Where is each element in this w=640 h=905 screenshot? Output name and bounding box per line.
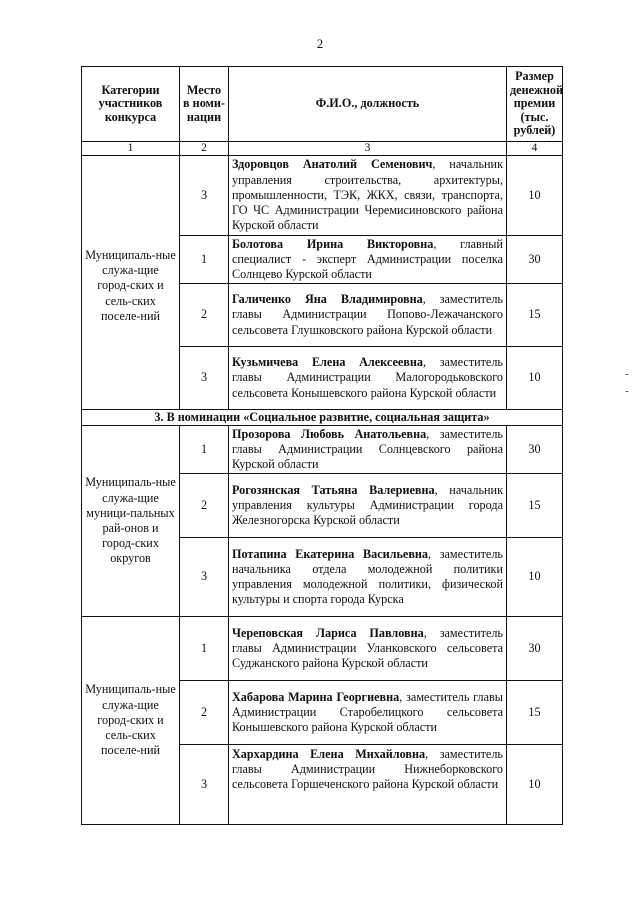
person-position: , заместитель главы Администрации Уланковского сельсовета Суджанского района Курской области (232, 625, 503, 671)
place-cell: 2 (180, 474, 229, 538)
person-name: Череповская Лариса Павловна (232, 625, 424, 640)
section-row (82, 410, 563, 426)
prize-cell: 10 (507, 538, 563, 617)
person-position: , заместитель главы Администрации Малогородьковского сельсовета Конышевского района Курской области (232, 355, 503, 400)
prize-cell: 30 (507, 426, 563, 474)
place-cell: 1 (180, 617, 229, 681)
person-cell (229, 284, 507, 347)
header-place: Место в номи-нации (180, 67, 229, 142)
prize-cell: 15 (507, 474, 563, 538)
margin-mark: - (625, 368, 629, 380)
person-name: Хархардина Елена Михайловна (232, 747, 426, 761)
place-cell: 2 (180, 284, 229, 347)
prize-cell: 10 (507, 347, 563, 410)
prize-cell: 10 (507, 745, 563, 825)
place-cell: 3 (180, 745, 229, 825)
awards-table (81, 66, 563, 825)
person-position: , главный специалист - эксперт Администрации поселка Солнцево Курской области (232, 236, 503, 282)
header-category: Категории участников конкурса (82, 67, 180, 142)
person-cell (229, 426, 507, 474)
person-cell (229, 538, 507, 617)
header-prize: Размер денежной премии (тыс. рублей) (507, 67, 563, 142)
place-cell: 3 (180, 347, 229, 410)
header-name: Ф.И.О., должность (229, 67, 507, 142)
person-name: Потапина Екатерина Васильевна (232, 546, 429, 561)
person-cell (229, 236, 507, 284)
category-cell: Муниципаль-ные служа-щие город-ских и сель-ских поселе-ний (82, 617, 180, 825)
prize-cell: 30 (507, 617, 563, 681)
section-title: 3. В номинации «Социальное развитие, социальная защита» (82, 410, 563, 426)
person-position: , заместитель главы Администрации Нижнеборковского сельсовета Горшеченского района Курской области (232, 747, 503, 792)
person-name: Галиченко Яна Владимировна (232, 292, 423, 307)
column-number: 2 (180, 142, 229, 156)
person-position: , заместитель главы Администрации Попово-Лежачанского сельсовета Глушковского района Курской области (232, 292, 503, 337)
table-row (82, 617, 563, 681)
place-cell: 1 (180, 426, 229, 474)
person-name: Здоровцов Анатолий Семенович (232, 157, 433, 172)
column-number: 4 (507, 142, 563, 156)
margin-mark: - (625, 385, 629, 397)
category-cell: Муниципаль-ные служа-щие город-ских и сель-ских поселе-ний (82, 156, 180, 410)
person-name: Прозорова Любовь Анатольевна (232, 426, 427, 441)
place-cell: 3 (180, 156, 229, 236)
table-row (82, 426, 563, 474)
person-name: Рогозянская Татьяна Валериевна (232, 482, 435, 497)
place-cell: 3 (180, 538, 229, 617)
person-position: , начальник управления культуры Администрации города Железногорска Курской области (232, 482, 503, 528)
person-name: Хабарова Марина Георгиевна (232, 689, 400, 704)
person-cell (229, 681, 507, 745)
place-cell: 1 (180, 236, 229, 284)
prize-cell: 15 (507, 284, 563, 347)
prize-cell: 30 (507, 236, 563, 284)
place-cell: 2 (180, 681, 229, 745)
person-name: Болотова Ирина Викторовна (232, 236, 434, 251)
person-cell (229, 347, 507, 410)
person-position: , начальник управления строительства, архитектуры, промышленности, ТЭК, ЖКХ, связи, транспорта, ГО ЧС Администрации Черемисиновского района Курской области (232, 157, 503, 233)
person-position: , заместитель главы Администрации Старобелицкого сельсовета Конышевского района Курской области (232, 689, 503, 735)
column-number: 1 (82, 142, 180, 156)
prize-cell: 15 (507, 681, 563, 745)
prize-cell: 10 (507, 156, 563, 236)
column-number: 3 (229, 142, 507, 156)
category-cell: Муниципаль-ные служа-щие муници-пальных рай-онов и город-ских округов (82, 426, 180, 617)
person-cell (229, 474, 507, 538)
person-cell (229, 156, 507, 236)
person-cell (229, 617, 507, 681)
page-number: 2 (316, 36, 324, 51)
person-name: Кузьмичева Елена Алексеевна (232, 355, 423, 370)
header-row (82, 67, 563, 142)
table-row (82, 156, 563, 236)
column-number-row (82, 142, 563, 156)
person-position: , заместитель главы Администрации Солнцевского района Курской области (232, 426, 503, 472)
person-position: , заместитель начальника отдела молодежной политики управления молодежной политики, физической культуры и спорта города Курска (232, 546, 503, 607)
person-cell (229, 745, 507, 825)
